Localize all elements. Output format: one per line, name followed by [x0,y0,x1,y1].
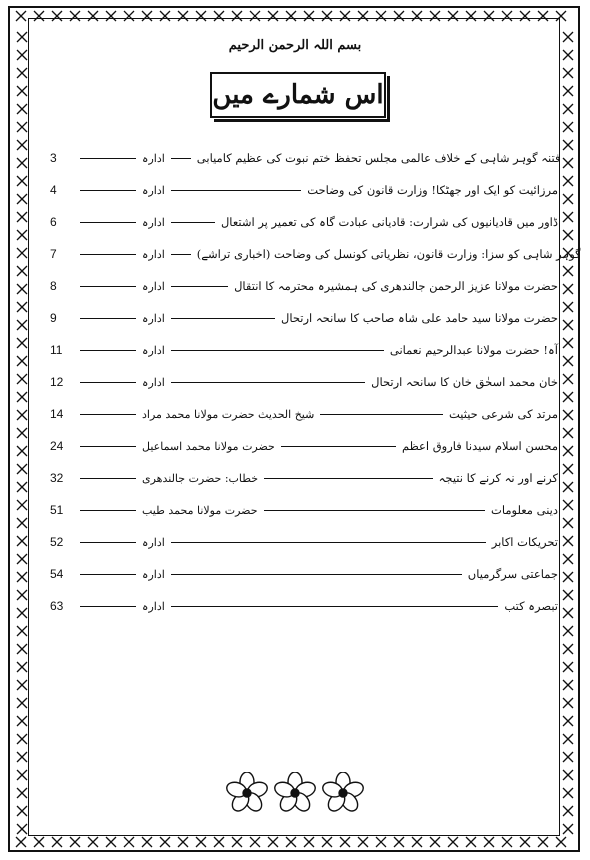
toc-author: خطاب: حضرت جالندھری [142,471,259,485]
toc-leader-line [80,574,136,575]
toc-page-number: 52 [50,535,64,549]
toc-leader-line [80,158,136,159]
toc-page-number: 32 [50,471,64,485]
toc-entry [50,494,558,526]
toc-leader-line [80,350,136,351]
toc-leader-line [320,414,443,415]
toc-entry [50,174,558,206]
toc-leader-line [80,286,136,287]
toc-page-number: 4 [50,183,57,197]
toc-entry [50,238,581,270]
toc-leader-line [80,254,136,255]
flower-ornament-icon [274,772,316,814]
toc-author: ادارہ [142,151,165,165]
toc-leader-line [264,510,485,511]
toc-topic: خان محمد اسحٰق خان کا سانحہ ارتحال [371,375,558,389]
flower-ornaments [0,772,590,814]
toc-leader-line [171,382,365,383]
page-title: اس شمارے میں [212,80,384,110]
toc-topic: محسن اسلام سیدنا فاروق اعظم [401,439,558,453]
toc-leader-line [171,542,486,543]
toc-leader-line [80,190,136,191]
toc-topic: حضرت مولانا عزیز الرحمن جالندھری کی ہمشیرہ محترمہ کا انتقال [234,279,558,293]
toc-leader-line [171,318,275,319]
toc-leader-line [80,222,136,223]
toc-page-number: 54 [50,567,64,581]
bismillah-heading: بسم اللہ الرحمن الرحیم [228,38,362,53]
toc-author: ادارہ [142,311,165,325]
toc-page-number: 63 [50,599,64,613]
toc-page-number: 3 [50,151,57,165]
toc-topic: فتنہ گوہر شاہی کے خلاف عالمی مجلس تحفظ ختم نبوت کی عظیم کامیابی [196,151,561,165]
toc-leader-line [80,510,136,511]
toc-author: ادارہ [142,215,165,229]
toc-topic: مرزائیت کو ایک اور جھٹکا! وزارت قانون کی وضاحت [307,183,558,197]
toc-topic: حضرت مولانا سید حامد علی شاہ صاحب کا سانحہ ارتحال [281,311,558,325]
toc-entry [50,366,558,398]
toc-page-number: 51 [50,503,64,517]
toc-leader-line [171,606,499,607]
toc-author: ادارہ [142,343,165,357]
toc-page-number: 12 [50,375,64,389]
toc-leader-line [171,158,191,159]
toc-leader-line [80,542,136,543]
toc-entry [50,430,558,462]
toc-leader-line [171,222,215,223]
toc-topic: جماعتی سرگرمیاں [467,567,558,581]
toc-topic: مرتد کی شرعی حیثیت [448,407,558,421]
toc-topic: کرنے اور نہ کرنے کا نتیجہ [438,471,558,485]
toc-topic: آہ! حضرت مولانا عبدالرحیم نعمانی [389,343,558,357]
toc-author: ادارہ [142,375,165,389]
toc-leader-line [80,478,136,479]
toc-author: شیخ الحدیث حضرت مولانا محمد مراد [142,407,315,421]
toc-leader-line [171,574,462,575]
toc-leader-line [171,350,384,351]
toc-page-number: 11 [50,343,63,357]
toc-entry [50,398,558,430]
toc-leader-line [80,318,136,319]
toc-topic: تبصرہ کتب [504,599,558,613]
toc-entry [50,462,558,494]
toc-entry [50,142,561,174]
toc-author: ادارہ [142,599,165,613]
toc-entry [50,590,558,622]
toc-entry [50,302,558,334]
toc-leader-line [171,286,228,287]
toc-leader-line [80,414,136,415]
toc-entry [50,558,558,590]
toc-leader-line [264,478,433,479]
toc-author: حضرت مولانا محمد طیب [142,503,258,517]
toc-author: ادارہ [142,183,165,197]
toc-page-number: 6 [50,215,57,229]
toc-leader-line [80,382,136,383]
table-of-contents [50,142,581,622]
toc-page-number: 9 [50,311,57,325]
toc-author: حضرت مولانا محمد اسماعیل [142,439,275,453]
toc-author: ادارہ [142,567,165,581]
toc-leader-line [171,254,191,255]
toc-leader-line [171,190,301,191]
toc-entry [50,526,558,558]
toc-page-number: 8 [50,279,57,293]
toc-entry [50,270,558,302]
toc-page-number: 7 [50,247,57,261]
toc-page-number: 14 [50,407,64,421]
toc-leader-line [80,446,136,447]
flower-ornament-icon [322,772,364,814]
toc-page-number: 24 [50,439,64,453]
toc-author: ادارہ [142,535,165,549]
toc-author: ادارہ [142,279,165,293]
toc-author: ادارہ [142,247,165,261]
flower-ornament-icon [226,772,268,814]
toc-topic: گوہر شاہی کو سزا: وزارت قانون، نظریاتی کونسل کی وضاحت (اخباری تراشے) [196,247,581,261]
toc-topic: ڈاور میں قادیانیوں کی شرارت: قادیانی عبادت گاہ کی تعمیر پر اشتعال [220,215,558,229]
toc-leader-line [281,446,396,447]
toc-entry [50,206,558,238]
toc-entry [50,334,558,366]
toc-topic: تحریکات اکابر [491,535,558,549]
toc-topic: دینی معلومات [491,503,558,517]
toc-leader-line [80,606,136,607]
